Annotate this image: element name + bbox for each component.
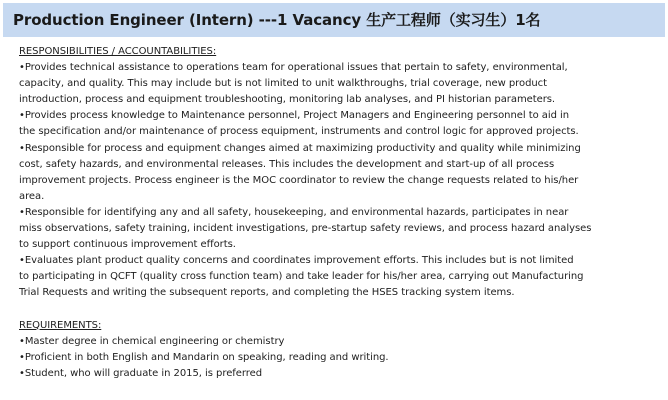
responsibility-line: •Provides process knowledge to Maintenance personnel, Project Managers and Engineering personnel to aid in [19, 110, 570, 122]
requirement-line: •Master degree in chemical engineering or chemistry [19, 335, 285, 347]
responsibility-line: improvement projects. Process engineer is the MOC coordinator to review the change requests related to his/her [19, 174, 579, 186]
requirements-heading: REQUIREMENTS: [19, 319, 102, 331]
requirement-line: •Student, who will graduate in 2015, is preferred [19, 367, 262, 379]
responsibility-line: Trial Requests and writing the subsequent reports, and completing the HSES tracking system items. [19, 287, 515, 299]
responsibility-line: introduction, process and equipment troubleshooting, monitoring lab analyses, and PI historian parameters. [19, 94, 556, 106]
responsibilities-list [19, 60, 659, 301]
responsibility-line: cost, safety hazards, and environmental releases. This includes the development and start-up of all process [19, 158, 555, 170]
responsibility-line: capacity, and quality. This may include but is not limited to unit walkthroughs, trial coverage, new product [19, 78, 547, 90]
responsibility-line: •Responsible for process and equipment changes aimed at maximizing productivity and quality while minimizing [19, 142, 581, 154]
responsibility-line: miss observations, safety training, incident investigations, pre-startup safety reviews, and process hazard analyses [19, 223, 592, 235]
responsibility-line: •Responsible for identifying any and all safety, housekeeping, and environmental hazards, participates in near [19, 206, 569, 218]
responsibility-line: to participating in QCFT (quality cross function team) and take leader for his/her area, carrying out Manufacturing [19, 271, 584, 283]
requirement-line: •Proficient in both English and Mandarin on speaking, reading and writing. [19, 351, 389, 363]
responsibility-line: •Provides technical assistance to operations team for operational issues that pertain to safety, environmental, [19, 62, 568, 74]
job-title: Production Engineer (Intern) ---1 Vacancy 生产工程师（实习生）1名 [3, 3, 665, 37]
responsibility-line: area. [19, 190, 45, 202]
requirements-list [19, 334, 659, 382]
responsibility-line: to support continuous improvement efforts. [19, 239, 236, 251]
responsibility-line: •Evaluates plant product quality concerns and coordinates improvement efforts. This includes but is not limited [19, 255, 574, 267]
job-description-body [19, 44, 659, 382]
responsibilities-heading: RESPONSIBILITIES / ACCOUNTABILITIES: [19, 46, 217, 57]
responsibility-line: the specification and/or maintenance of process equipment, instruments and control logic for approved projects. [19, 126, 579, 138]
